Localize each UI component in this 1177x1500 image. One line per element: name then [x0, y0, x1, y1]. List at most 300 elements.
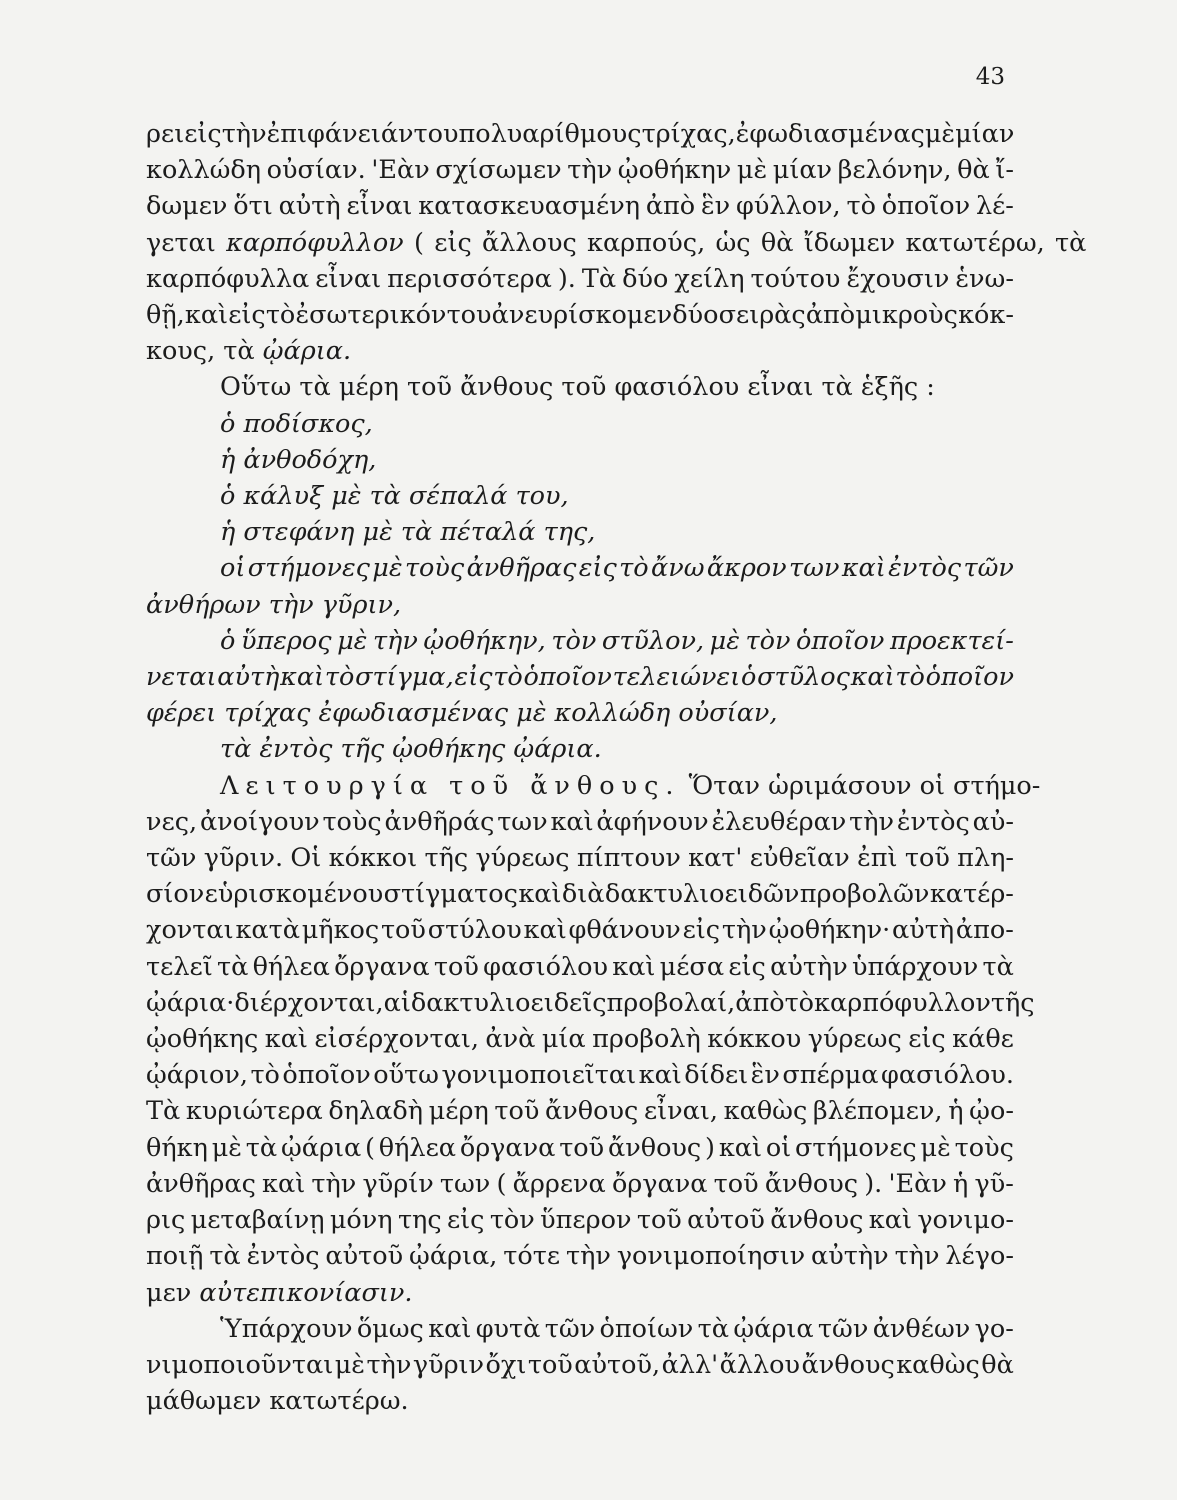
word: οὐσίαν.: [266, 155, 366, 186]
word: τούτου: [750, 263, 841, 294]
word: ἐπιφάνειάν: [266, 119, 414, 149]
word: καὶ: [184, 300, 229, 331]
text-line: [146, 1311, 1014, 1347]
word: μὲ: [924, 119, 956, 149]
word: νιμοποιοῦνται: [146, 1349, 334, 1380]
word: εἰς: [908, 1024, 946, 1055]
word: τὰ: [245, 1132, 278, 1163]
word: Οἱ: [290, 843, 322, 874]
text-fragment: ἡ στεφάνη μὲ τὰ πέταλά της,: [220, 517, 596, 548]
word: ὅμως: [356, 1313, 424, 1344]
word: μὲ: [372, 553, 403, 584]
word: γο-: [974, 1313, 1014, 1344]
text-fragment: ἀνθήρων τὴν γῦριν,: [146, 589, 402, 620]
word: ρει: [146, 119, 185, 149]
word: εἰσέρχονται,: [314, 1024, 479, 1055]
word: των: [789, 553, 840, 584]
word: Τὰ: [146, 1096, 181, 1127]
text-line: [146, 876, 1014, 912]
word: καὶ: [841, 553, 886, 584]
word: φασιόλου: [483, 951, 608, 982]
word: πολυαρίθμους: [458, 119, 642, 149]
text-fragment: Λειτουργία τοῦ ἄνθους.: [220, 770, 681, 801]
text-line: [146, 152, 1014, 188]
word: μίαν: [772, 155, 833, 186]
text-line: [146, 949, 1014, 985]
word: διέρχονται,: [234, 987, 384, 1018]
word: γονιμοποιεῖται: [441, 1060, 637, 1091]
text-fragment: Οὕτω τὰ μέρη τοῦ ἄνθους τοῦ φασιόλου εἶναι τὰ ἑξῆς :: [220, 372, 935, 403]
word: ).: [557, 263, 576, 294]
word: τοῦ: [559, 1132, 605, 1163]
word: ἀνθέων: [872, 1313, 971, 1344]
word: ᾠάρια: [280, 1132, 362, 1163]
word: τὴν: [721, 915, 767, 946]
text-line: [146, 804, 1014, 840]
word: τὰ: [216, 951, 249, 982]
text-line: [146, 1057, 1014, 1093]
word: σειρὰς: [718, 300, 806, 331]
word: ὁ: [220, 625, 236, 656]
word: ἐντὸς: [888, 553, 962, 584]
word: ὁ: [740, 662, 757, 693]
word: καὶ: [523, 915, 567, 946]
word: αὐ-: [972, 806, 1014, 837]
word: αἱ: [383, 987, 411, 1018]
word: μέρη: [428, 1096, 489, 1127]
word: Τὰ: [581, 263, 617, 294]
word: τοὺς: [954, 1132, 1014, 1163]
word: ἀνθῆράς: [384, 806, 495, 837]
word: εἰς: [184, 119, 222, 149]
word: δακτυλιοειδῶν: [604, 879, 800, 910]
text-line: [146, 369, 1014, 405]
word: καὶ: [718, 1132, 762, 1163]
word: 'Εὰν: [888, 1168, 947, 1199]
word: τὸ: [250, 1060, 280, 1091]
word: διὰ: [561, 879, 605, 910]
word: ὅτι: [233, 191, 273, 222]
word: ): [705, 1132, 715, 1163]
text-fragment: ἡ ἀνθοδόχη,: [220, 444, 377, 475]
word: τὴν: [566, 1241, 611, 1272]
word: θήλεα: [252, 951, 330, 982]
word: ᾠάριον,: [146, 1060, 248, 1091]
text-fragment: τὰ ἐντὸς τῆς ᾠοθήκης ᾠάρια.: [220, 734, 602, 765]
word: ἓν: [750, 1060, 780, 1091]
text-line: [146, 1130, 1014, 1166]
word: νεται: [146, 662, 217, 693]
word: μὲ: [736, 155, 768, 186]
word: ἀνοίγουν: [199, 806, 320, 837]
word: εἰς: [228, 300, 266, 331]
word: οἱ: [765, 1132, 792, 1163]
word: κόκκοι: [328, 843, 418, 874]
word: καὶ: [638, 1060, 682, 1091]
word: ὑπάρχουν: [851, 951, 979, 982]
word: στῦλος: [757, 662, 850, 693]
text-fragment: ᾠάρια.: [262, 336, 352, 367]
word: κόκ-: [958, 300, 1014, 331]
word: τὰ: [697, 1313, 729, 1344]
word: ᾠάρια: [733, 1313, 814, 1344]
text-line: [146, 587, 1014, 623]
word: ὁποῖον: [881, 191, 971, 222]
word: τῶν: [544, 1313, 596, 1344]
word: φυτὰ: [475, 1313, 541, 1344]
word: εἶναι: [315, 263, 382, 294]
word: προεκτεί-: [889, 625, 1014, 656]
word: τοῦ: [636, 1205, 682, 1236]
word: ἐλευθέραν: [711, 806, 847, 837]
word: εὑρισκομένου: [204, 879, 384, 910]
word: δακτυλιοειδεῖς: [410, 987, 607, 1018]
text-fragment: ὁ κάλυξ μὲ τὰ σέπαλά του,: [220, 481, 569, 512]
word: ὄχι: [485, 1349, 527, 1380]
word: ἀπὸ: [645, 191, 696, 222]
text-line: [146, 840, 1014, 876]
word: περισσότερα: [387, 263, 552, 294]
word: ὁποῖον: [925, 662, 1014, 693]
word: προβολὴ: [592, 1024, 701, 1055]
word: τὴν: [311, 1168, 357, 1199]
word: καθὼς: [896, 1349, 980, 1380]
word: μὲ: [211, 1132, 242, 1163]
word: ᾠοθήκης: [146, 1024, 259, 1055]
word: καὶ: [264, 1024, 308, 1055]
word: εἰς: [446, 1205, 485, 1236]
word: ἀπο-: [955, 915, 1014, 946]
word: στίγματος: [383, 879, 518, 910]
text-fragment: κους, τὰ: [146, 336, 263, 367]
word: ὁποῖον: [282, 1060, 371, 1091]
word: τὰ: [209, 1241, 241, 1272]
word: ᾠοθήκην,: [423, 625, 546, 656]
word: (: [365, 1132, 375, 1163]
word: φύλλον,: [736, 191, 841, 222]
word: τὸ: [784, 987, 815, 1018]
word: τῆς: [424, 843, 469, 874]
text-line: [146, 659, 1014, 695]
word: καὶ: [850, 662, 895, 693]
word: ἀφήνουν: [596, 806, 709, 837]
word: τὸ: [493, 662, 523, 693]
word: ἑνω-: [955, 263, 1014, 294]
word: ὁποῖον: [796, 625, 885, 656]
word: τὴν: [221, 119, 267, 149]
word: τὴν: [894, 1241, 940, 1272]
word: θὰ: [981, 1349, 1014, 1380]
word: ὄργανα: [334, 951, 430, 982]
word: καὶ: [868, 1205, 912, 1236]
word: προβολῶν: [799, 879, 930, 910]
word: ἄνθους: [801, 1349, 895, 1380]
text-fragment-group: [220, 768, 1040, 804]
text-line: [146, 1021, 1014, 1057]
text-line: [146, 985, 1035, 1021]
word: ἄλλου: [719, 1349, 801, 1380]
word: μὲ: [920, 1132, 951, 1163]
word: ἀνθῆρας: [466, 553, 577, 584]
word: τοῦ: [527, 1349, 573, 1380]
word: αὐτὴν: [811, 1241, 889, 1272]
word: καρπόφυλλον: [814, 987, 991, 1018]
text-fragment: γεται: [146, 227, 227, 258]
word: κάθε: [952, 1024, 1014, 1055]
text-fragment-group: [146, 1275, 412, 1311]
word: γῦριν: [412, 1349, 485, 1380]
word: ἄνω: [650, 553, 705, 584]
word: τοῦ: [433, 951, 479, 982]
text-fragment: μάθωμεν κατωτέρω.: [146, 1386, 409, 1417]
word: γονιμοποίησιν: [616, 1241, 806, 1272]
text-line: [146, 1166, 1014, 1202]
word: τὴν: [849, 806, 895, 837]
word: ἄκρον: [706, 553, 787, 584]
word: αὐτὴ: [278, 191, 341, 222]
word: καὶ: [262, 1168, 306, 1199]
word: τοὺς: [404, 553, 465, 584]
word: μίαν: [955, 119, 1015, 149]
text-line: [146, 550, 1014, 586]
word: του: [446, 300, 492, 331]
text-line: [146, 1202, 1014, 1238]
word: αὐτοῦ,: [574, 1349, 661, 1380]
word: ἐφωδιασμένας: [735, 119, 925, 149]
word: εἰς: [578, 553, 617, 584]
word: στίγμα,: [355, 662, 454, 693]
text-line: [146, 116, 1014, 152]
word: πίπτουν: [576, 843, 681, 874]
text-line: [146, 225, 1087, 261]
word: στῦλον,: [601, 625, 705, 656]
word: ἐπὶ: [857, 843, 898, 874]
word: τὴν: [372, 625, 418, 656]
text-line: [146, 478, 1014, 514]
word: ὁποίων: [599, 1313, 694, 1344]
word: ἀνθῆρας: [146, 1168, 256, 1199]
word: ἐσωτερικόν: [295, 300, 447, 331]
word: αὐτὴν: [770, 951, 848, 982]
word: εὐθεῖαν: [749, 843, 850, 874]
word: τὸ: [265, 300, 296, 331]
word: κατασκευασμένη: [418, 191, 640, 222]
word: μεταβαίνῃ: [190, 1205, 325, 1236]
word: ἄνθους: [764, 1168, 859, 1199]
word: χονται: [146, 915, 234, 946]
text-line: [146, 1238, 1014, 1274]
word: δύο: [672, 300, 719, 331]
word: σχίσωμεν: [435, 155, 562, 186]
word: γῦ-: [974, 1168, 1014, 1199]
text-line: [146, 731, 1014, 767]
word: κατ': [688, 843, 743, 874]
word: ὕπερος: [240, 625, 332, 656]
text-line: [146, 297, 1014, 333]
word: ᾠάρια·: [146, 987, 235, 1018]
word: της: [397, 1205, 442, 1236]
word: εἰς: [728, 951, 766, 982]
word: τοῦ: [380, 915, 426, 946]
word: οἱ: [220, 553, 246, 584]
word: εἶναι: [346, 191, 413, 222]
word: ᾠοθήκην·: [768, 915, 891, 946]
word: καὶ: [280, 662, 325, 693]
word: κατὰ: [235, 915, 300, 946]
word: τὸ: [895, 662, 925, 693]
word: ἀνευρίσκομεν: [491, 300, 673, 331]
word: λέ-: [975, 191, 1014, 222]
word: του: [413, 119, 459, 149]
word: ἔχουσιν: [846, 263, 950, 294]
text-fragment-group: [146, 225, 1086, 261]
text-line: [146, 1275, 1014, 1311]
word: δίδει: [684, 1060, 749, 1091]
word: κολλώδη: [146, 155, 262, 186]
word: μῆκος: [301, 915, 380, 946]
word: οὕτω: [373, 1060, 439, 1091]
text-fragment: φέρει τρίχας ἐφωδιασμένας μὲ κολλώδη οὐσίαν,: [146, 698, 778, 729]
word: καὶ: [518, 879, 562, 910]
word: τὸ: [324, 662, 355, 693]
word: αὐτοῦ: [325, 1241, 404, 1272]
word: εἶναι,: [643, 1096, 718, 1127]
word: τότε: [503, 1241, 561, 1272]
word: γονιμο-: [917, 1205, 1014, 1236]
word: τὸν: [551, 625, 597, 656]
word: καὶ: [612, 951, 656, 982]
word: ἐντὸς: [246, 1241, 320, 1272]
word: αὐτοῦ: [687, 1205, 765, 1236]
word: κόκκου: [707, 1024, 802, 1055]
word: των: [439, 1168, 491, 1199]
word: σίον: [146, 879, 205, 910]
text-line: [146, 912, 1014, 948]
word: ἄνθους: [545, 1096, 639, 1127]
word: καὶ: [550, 806, 594, 837]
text-line: [146, 333, 1014, 369]
word: ποιῇ: [146, 1241, 204, 1272]
word: τελειώνει: [612, 662, 741, 693]
word: δηλαδὴ: [328, 1096, 423, 1127]
text-line: [146, 442, 1014, 478]
word: βλέπομεν,: [812, 1096, 943, 1127]
word: τὸ: [846, 191, 876, 222]
word: καρπόφυλλα: [146, 263, 310, 294]
text-line: [146, 1383, 1014, 1419]
word: τῶν: [963, 553, 1014, 584]
word: καθὼς: [723, 1096, 808, 1127]
word: τοῦ: [904, 843, 950, 874]
word: των: [497, 806, 548, 837]
word: τρίχας,: [641, 119, 736, 149]
word: ᾠο-: [969, 1096, 1014, 1127]
word: τὴν: [366, 1349, 412, 1380]
word: φθάνουν: [568, 915, 681, 946]
word: ὄργανα: [459, 1132, 556, 1163]
word: ).: [864, 1168, 883, 1199]
text-fragment: ( εἰς ἄλλους καρπούς, ὡς θὰ ἴδωμεν κατωτέρω, τὰ: [403, 227, 1087, 258]
word: ᾠάρια,: [409, 1241, 498, 1272]
word: ἀλλ': [661, 1349, 719, 1380]
word: χείλη: [674, 263, 745, 294]
text-line: [146, 514, 1014, 550]
word: ὕπερον: [540, 1205, 632, 1236]
word: εἰς: [682, 915, 721, 946]
word: θὰ: [957, 155, 990, 186]
word: μία: [541, 1024, 586, 1055]
body-text: [146, 116, 1087, 1419]
word: θήκη: [146, 1132, 208, 1163]
word: τὸ: [619, 553, 649, 584]
word: αὐτὴ: [891, 915, 955, 946]
word: στήμονες: [795, 1132, 917, 1163]
word: (: [496, 1168, 507, 1199]
word: φασιόλου.: [881, 1060, 1014, 1091]
word: τὰ: [982, 951, 1014, 982]
word: πλη-: [957, 843, 1014, 874]
word: ἡ: [953, 1168, 969, 1199]
text-fragment: ὁ ποδίσκος,: [220, 408, 373, 439]
word: 'Εὰν: [371, 155, 430, 186]
text-line: [146, 768, 1041, 804]
word: ἄνθους: [770, 1205, 864, 1236]
word: κατέρ-: [929, 879, 1014, 910]
word: μὲ: [334, 1349, 365, 1380]
word: θῇ,: [146, 300, 185, 331]
text-line: [146, 1347, 1014, 1383]
word: γῦρίν: [362, 1168, 434, 1199]
word: δύο: [622, 263, 669, 294]
word: τοῦ: [494, 1096, 540, 1127]
text-line: [146, 188, 1014, 224]
text-line: [146, 406, 1014, 442]
word: καὶ: [428, 1313, 472, 1344]
word: γύρεως: [475, 843, 570, 874]
word: βελόνην,: [837, 155, 952, 186]
word: τὸν: [489, 1205, 535, 1236]
word: μόνη: [329, 1205, 393, 1236]
word: θήλεα: [378, 1132, 457, 1163]
word: μικροὺς: [855, 300, 958, 331]
word: λέγο-: [945, 1241, 1014, 1272]
page-number: 43: [975, 64, 1005, 90]
word: ἄρρενα: [512, 1168, 606, 1199]
word: τὴν: [567, 155, 613, 186]
word: ἀνὰ: [485, 1024, 536, 1055]
word: ὄργανα: [611, 1168, 708, 1199]
word: κυριώτερα: [185, 1096, 323, 1127]
word: νες,: [146, 806, 198, 837]
word: γύρεως: [807, 1024, 902, 1055]
word: αὐτὴ: [217, 662, 280, 693]
text-line: [146, 1093, 1014, 1129]
word: ᾠοθήκην: [617, 155, 732, 186]
text-fragment: μεν: [146, 1277, 200, 1308]
text-line: [146, 261, 1014, 297]
text-line: [146, 695, 1014, 731]
text-fragment: Ὅταν ὡριμάσουν οἱ στήμο-: [680, 770, 1041, 801]
word: εἰς: [454, 662, 493, 693]
text-fragment: καρπόφυλλον: [226, 227, 404, 258]
word: Ὑπάρχουν: [220, 1313, 353, 1344]
word: τῶν: [146, 843, 197, 874]
word: ρις: [146, 1205, 186, 1236]
word: γῦριν.: [203, 843, 284, 874]
word: ἐντὸς: [896, 806, 970, 837]
word: τῆς: [990, 987, 1035, 1018]
word: σπέρμα: [782, 1060, 879, 1091]
